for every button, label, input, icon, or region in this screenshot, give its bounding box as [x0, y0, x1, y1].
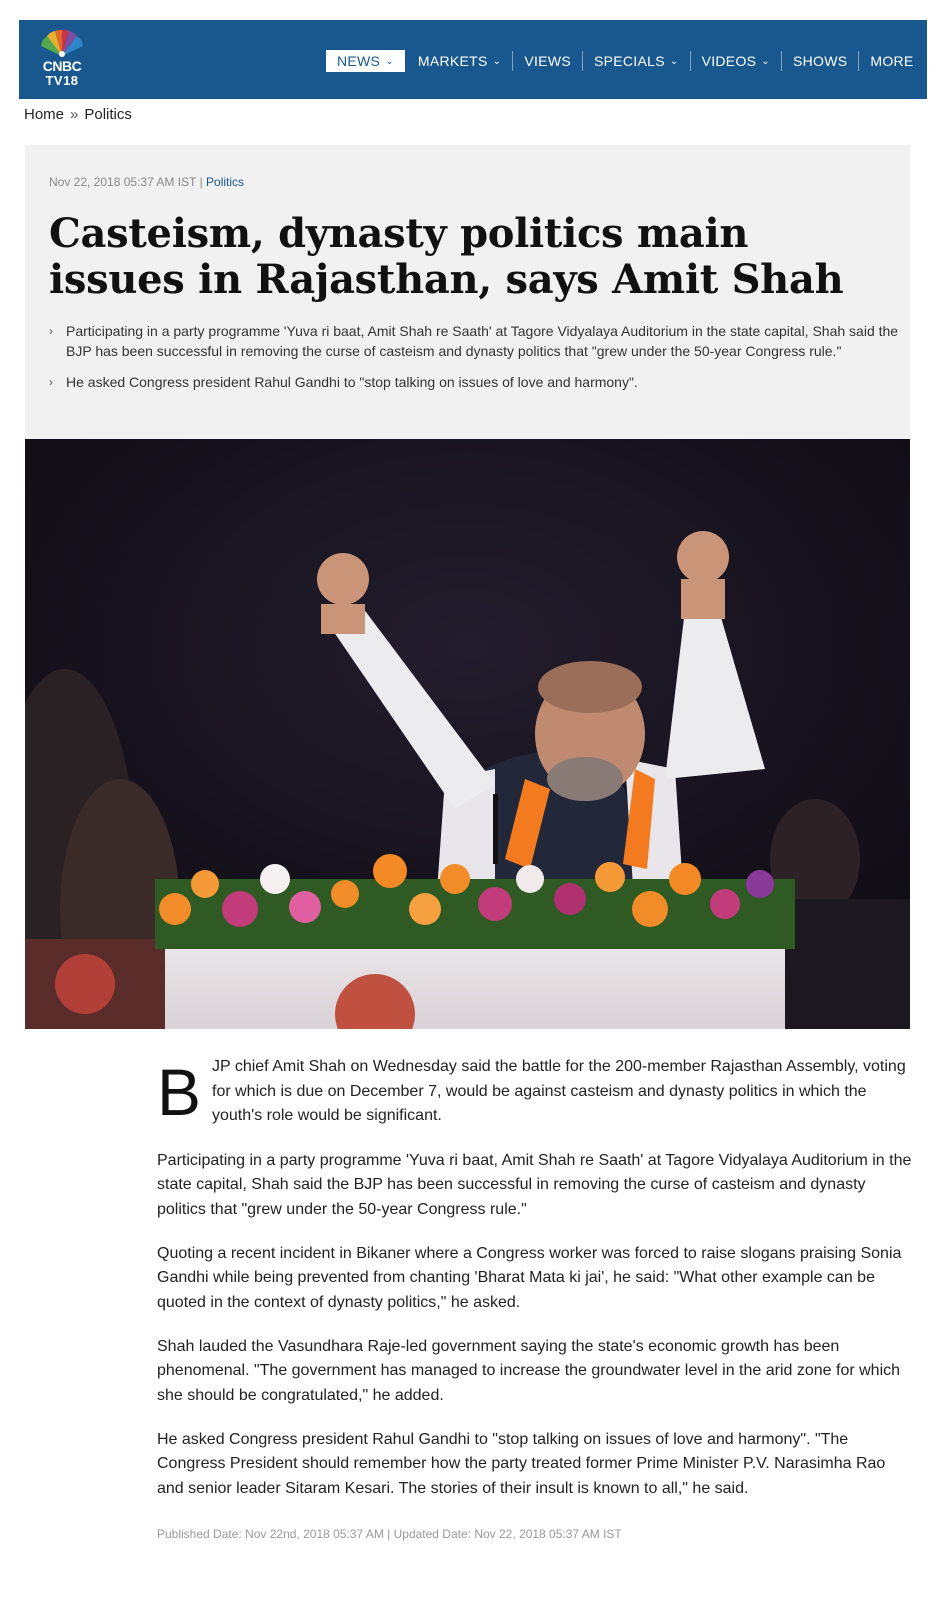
nav-shows[interactable]: [782, 50, 858, 72]
article-lead-paragraph: [157, 1055, 912, 1129]
article-paragraph: He asked Congress president Rahul Gandhi to "stop talking on issues of love and harmony". "The Congress President should remember how the party treated former Prime Minister P.V. Narasimha Rao and senior leader Sitaram Kesari. The stories of their insult is known to all," he said.: [157, 1430, 886, 1497]
nav-views[interactable]: [513, 50, 582, 72]
nav-markets[interactable]: [407, 50, 512, 72]
drop-cap: B: [157, 1055, 202, 1129]
nav-shows-label: SHOWS: [792, 53, 848, 69]
chevron-down-icon: ⌄: [669, 56, 679, 67]
article-date: Nov 22, 2018 05:37 AM IST: [49, 175, 197, 189]
nav-news-label: NEWS: [337, 53, 381, 69]
article-hero-image: [25, 439, 910, 1029]
highlight-text: He asked Congress president Rahul Gandhi to "stop talking on issues of love and harmony".: [66, 374, 638, 390]
article-paragraph: Shah lauded the Vasundhara Raje-led government saying the state's economic growth has been phenomenal. "The government has managed to increase the groundwater level in the arid zone for which she should be congratulated," he added.: [157, 1337, 901, 1404]
lead-text: JP chief Amit Shah on Wednesday said the battle for the 200-member Rajasthan Assembly, voting for which is due on December 7, would be against casteism and dynasty politics in which the youth's role would be significant.: [212, 1058, 906, 1124]
nav-markets-label: MARKETS: [417, 53, 488, 69]
article-paragraph: Participating in a party programme 'Yuva ri baat, Amit Shah re Saath' at Tagore Vidyalaya Auditorium in the state capital, Shah said the BJP has been successful in removing the curse of casteism and dynasty politics that "grew under the 50-year Congress rule.": [157, 1151, 912, 1218]
meta-separator: |: [199, 175, 203, 189]
article-category-link[interactable]: Politics: [206, 175, 245, 189]
peacock-logo-icon: [39, 28, 85, 58]
nav-specials[interactable]: [583, 50, 690, 72]
highlight-item: [49, 321, 899, 361]
nav-specials-label: SPECIALS: [593, 53, 665, 69]
chevron-down-icon: ⌄: [761, 56, 770, 67]
chevron-right-icon: ›: [49, 324, 53, 338]
breadcrumb-separator: »: [70, 106, 79, 123]
article-highlights: [49, 321, 899, 403]
breadcrumb: [24, 106, 132, 123]
nav-more-label: MORE: [870, 53, 914, 69]
highlight-text: Participating in a party programme 'Yuva ri baat, Amit Shah re Saath' at Tagore Vidyalaya Auditorium in the state capital, Shah said the BJP has been successful in removing the curse of casteism and dynasty politics that "grew under the 50-year Congress rule.": [66, 323, 899, 359]
chevron-down-icon: ⌄: [492, 56, 502, 67]
breadcrumb-politics-link[interactable]: Politics: [84, 106, 132, 123]
main-nav: [326, 50, 925, 72]
nav-videos-label: VIDEOS: [701, 53, 757, 69]
logo-text-cnbc: CNBC: [42, 58, 82, 74]
breadcrumb-home-link[interactable]: Home: [24, 106, 65, 123]
nav-views-label: VIEWS: [524, 53, 571, 69]
nav-more[interactable]: [859, 50, 924, 72]
article-paragraph: Quoting a recent incident in Bikaner where a Congress worker was forced to raise slogans praising Sonia Gandhi while being prevented from chanting 'Bharat Mata ki jai', he said: "What other example can be quoted in the context of dynasty politics," he asked.: [157, 1244, 902, 1311]
highlight-item: [49, 372, 899, 392]
site-header: [19, 20, 927, 99]
chevron-down-icon: ⌄: [385, 56, 394, 67]
article-body: [157, 1055, 912, 1521]
nav-news[interactable]: [326, 50, 405, 72]
article-published-date: Published Date: Nov 22nd, 2018 05:37 AM | Updated Date: Nov 22, 2018 05:37 AM IST: [157, 1527, 622, 1541]
article-header-card: [25, 145, 910, 439]
article-title: Casteism, dynasty politics main issues in Rajasthan, says Amit Shah: [49, 210, 844, 303]
logo-text-tv18: TV18: [45, 73, 79, 88]
hero-photo: [25, 439, 910, 1029]
cnbc-tv18-logo[interactable]: [33, 28, 91, 88]
nav-videos[interactable]: [691, 50, 781, 72]
article-meta: [49, 175, 244, 189]
chevron-right-icon: ›: [49, 375, 53, 389]
